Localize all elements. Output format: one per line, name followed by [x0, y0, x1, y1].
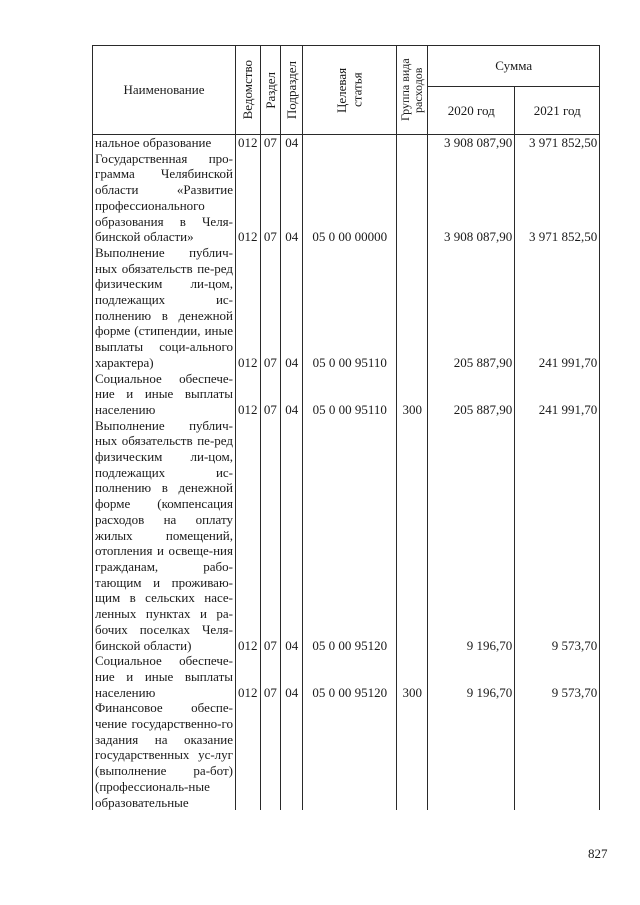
row-celevaya-statya: 05 0 00 00000: [303, 151, 397, 245]
row-podrazdel: 04: [281, 371, 303, 418]
row-sum-2021: 3 971 852,50: [515, 151, 600, 245]
row-razdel: [260, 700, 281, 810]
header-year-2021: 2021 год: [515, 87, 600, 135]
row-gruppa: [397, 151, 428, 245]
row-celevaya-statya: [303, 135, 397, 151]
row-sum-2020: [428, 700, 515, 810]
row-name: Выполнение публич-ных обязательств пе-ред физическим ли-цом, подлежащих ис-полнению в денежной форме (компенсация расходов на оплату жилых помещений, отопления и освеще-ния гражданам, рабо-тающим и проживаю-щим в сельских насе-ленных пунктах и ра-бочих поселках Челя-бинской области): [93, 418, 236, 654]
row-gruppa: 300: [397, 371, 428, 418]
row-razdel: 07: [260, 245, 281, 371]
row-name: нальное образование: [93, 135, 236, 151]
table-row: [93, 151, 600, 245]
table-row: [93, 135, 600, 151]
row-sum-2021: 3 971 852,50: [515, 135, 600, 151]
row-vedomstvo: 012: [236, 418, 261, 654]
row-celevaya-statya: 05 0 00 95110: [303, 245, 397, 371]
row-razdel: 07: [260, 135, 281, 151]
row-sum-2021: 9 573,70: [515, 418, 600, 654]
row-sum-2021: 241 991,70: [515, 371, 600, 418]
row-podrazdel: 04: [281, 151, 303, 245]
row-podrazdel: 04: [281, 653, 303, 700]
row-name: Социальное обеспече-ние и иные выплаты населению: [93, 653, 236, 700]
row-podrazdel: 04: [281, 135, 303, 151]
row-vedomstvo: 012: [236, 151, 261, 245]
row-celevaya-statya: [303, 700, 397, 810]
row-sum-2021: 9 573,70: [515, 653, 600, 700]
row-sum-2021: [515, 700, 600, 810]
page-number: 827: [588, 846, 608, 861]
table-row: [93, 418, 600, 654]
row-podrazdel: 04: [281, 245, 303, 371]
row-gruppa: 300: [397, 653, 428, 700]
row-sum-2020: 9 196,70: [428, 418, 515, 654]
table-row: [93, 371, 600, 418]
table-row: [93, 653, 600, 700]
header-razdel: Раздел: [260, 46, 281, 135]
row-name: Государственная про-грамма Челябинской области «Развитие профессионального образования в Челя-бинской области»: [93, 151, 236, 245]
row-sum-2020: 9 196,70: [428, 653, 515, 700]
table-row: [93, 700, 600, 810]
row-sum-2020: 3 908 087,90: [428, 151, 515, 245]
row-razdel: 07: [260, 151, 281, 245]
header-vedomstvo: Ведомство: [236, 46, 261, 135]
row-vedomstvo: 012: [236, 371, 261, 418]
header-year-2020: 2020 год: [428, 87, 515, 135]
row-vedomstvo: 012: [236, 245, 261, 371]
row-gruppa: [397, 418, 428, 654]
row-name: Финансовое обеспе-чение государственно-го задания на оказание государственных ус-луг (выполнение ра-бот) (профессиональ-ные образовательные: [93, 700, 236, 810]
row-razdel: 07: [260, 653, 281, 700]
header-summa: Сумма: [428, 46, 600, 87]
row-vedomstvo: [236, 700, 261, 810]
table-row: [93, 245, 600, 371]
row-celevaya-statya: 05 0 00 95120: [303, 418, 397, 654]
table-body: [93, 135, 600, 811]
row-sum-2020: 3 908 087,90: [428, 135, 515, 151]
row-sum-2020: 205 887,90: [428, 245, 515, 371]
header-name: Наименование: [93, 46, 236, 135]
header-podrazdel: Подраздел: [281, 46, 303, 135]
header-gruppa-vida-rashodov: Группа вида расходов: [397, 46, 428, 135]
row-sum-2020: 205 887,90: [428, 371, 515, 418]
budget-table: [92, 45, 600, 810]
row-vedomstvo: 012: [236, 135, 261, 151]
row-gruppa: [397, 700, 428, 810]
row-name: Социальное обеспече-ние и иные выплаты населению: [93, 371, 236, 418]
table-header: [93, 46, 600, 135]
row-sum-2021: 241 991,70: [515, 245, 600, 371]
row-name: Выполнение публич-ных обязательств пе-ред физическим ли-цом, подлежащих ис-полнению в денежной форме (стипендии, иные выплаты соци-ального характера): [93, 245, 236, 371]
row-celevaya-statya: 05 0 00 95110: [303, 371, 397, 418]
row-podrazdel: [281, 700, 303, 810]
row-gruppa: [397, 135, 428, 151]
header-celevaya-statya: Целевая статья: [303, 46, 397, 135]
row-razdel: 07: [260, 418, 281, 654]
row-vedomstvo: 012: [236, 653, 261, 700]
row-celevaya-statya: 05 0 00 95120: [303, 653, 397, 700]
row-gruppa: [397, 245, 428, 371]
row-podrazdel: 04: [281, 418, 303, 654]
row-razdel: 07: [260, 371, 281, 418]
